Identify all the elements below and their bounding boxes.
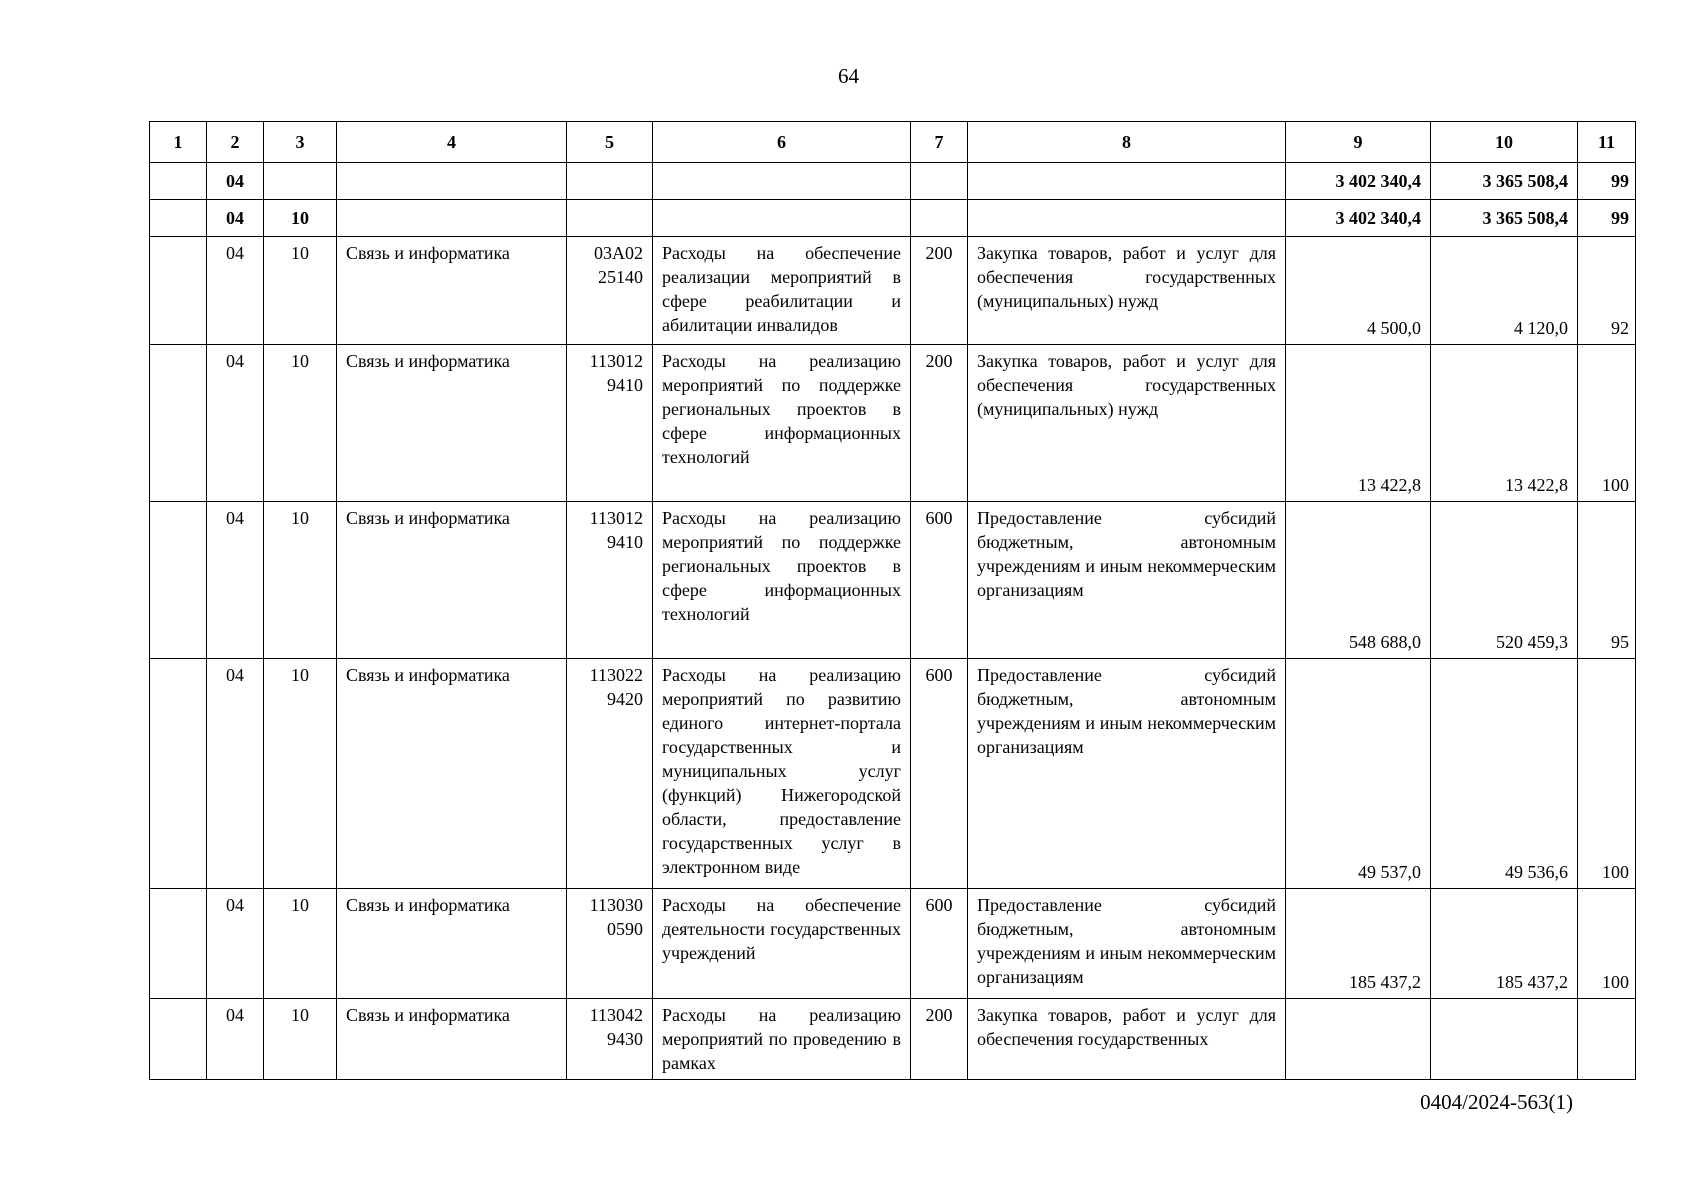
column-header: 5 [567,122,653,163]
cell [150,345,207,502]
document-code: 0404/2024-563(1) [1420,1090,1573,1114]
cell [150,200,207,237]
column-header: 2 [207,122,264,163]
column-header: 1 [150,122,207,163]
expense-type-code: 600 [911,502,968,659]
execution-percent: 99 [1578,163,1636,200]
cell [653,200,911,237]
execution-percent [1578,999,1636,1080]
actual-amount [1431,999,1578,1080]
actual-amount: 185 437,2 [1431,889,1578,999]
execution-percent: 92 [1578,237,1636,345]
table-row [150,659,1636,889]
expense-type-code: 600 [911,659,968,889]
cell [150,237,207,345]
target-article-code-line2: 9420 [607,689,643,709]
subsection-code [264,163,337,200]
cell [653,163,911,200]
expense-type-name: Предоставление субсидий бюджетным, автономным учреждениям и иным некоммерческим организациям [968,502,1286,659]
actual-amount: 520 459,3 [1431,502,1578,659]
section-code: 04 [207,200,264,237]
summary-row-section [150,163,1636,200]
subsection-code: 10 [264,659,337,889]
table-row [150,889,1636,999]
actual-amount: 13 422,8 [1431,345,1578,502]
section-name: Связь и информатика [337,237,567,345]
target-article-code-line2: 25140 [598,267,643,287]
expense-description: Расходы на реализацию мероприятий по проведению в рамках [653,999,911,1080]
column-header: 4 [337,122,567,163]
column-header: 10 [1431,122,1578,163]
expense-type-name: Предоставление субсидий бюджетным, автономным учреждениям и иным некоммерческим организациям [968,889,1286,999]
expense-type-code: 200 [911,237,968,345]
subsection-code: 10 [264,200,337,237]
target-article-code-line2: 9430 [607,1029,643,1049]
actual-amount: 4 120,0 [1431,237,1578,345]
subsection-code: 10 [264,889,337,999]
column-header: 6 [653,122,911,163]
target-article-code-line2: 9410 [607,532,643,552]
page-number: 64 [838,64,859,88]
actual-amount: 3 365 508,4 [1431,163,1578,200]
planned-amount: 49 537,0 [1286,659,1431,889]
column-header: 11 [1578,122,1636,163]
table-row [150,345,1636,502]
target-article-code-line2: 0590 [607,919,643,939]
cell [150,889,207,999]
section-name: Связь и информатика [337,502,567,659]
planned-amount: 3 402 340,4 [1286,200,1431,237]
execution-percent: 99 [1578,200,1636,237]
target-article-code [567,889,653,999]
target-article-code [567,659,653,889]
section-code: 04 [207,502,264,659]
target-article-code-line1: 113012 [589,508,643,528]
execution-percent: 100 [1578,889,1636,999]
budget-table [149,121,1636,1080]
expense-description: Расходы на обеспечение реализации мероприятий в сфере реабилитации и абилитации инвалидов [653,237,911,345]
expense-description: Расходы на реализацию мероприятий по развитию единого интернет-портала государственных и муниципальных услуг (функций) Нижегородской области, предоставление государственных услуг в электронном виде [653,659,911,889]
target-article-code-line1: 113042 [589,1005,643,1025]
target-article-code-line1: 113022 [589,665,643,685]
expense-type-code: 600 [911,889,968,999]
section-code: 04 [207,999,264,1080]
target-article-code-line1: 03А02 [594,243,643,263]
planned-amount: 185 437,2 [1286,889,1431,999]
target-article-code [567,502,653,659]
section-code: 04 [207,163,264,200]
table-row [150,237,1636,345]
planned-amount: 4 500,0 [1286,237,1431,345]
target-article-code-line2: 9410 [607,375,643,395]
cell [337,200,567,237]
section-code: 04 [207,237,264,345]
cell [911,200,968,237]
expense-description: Расходы на реализацию мероприятий по поддержке региональных проектов в сфере информационных технологий [653,345,911,502]
subsection-code: 10 [264,237,337,345]
execution-percent: 100 [1578,345,1636,502]
expense-type-code: 200 [911,999,968,1080]
table-row [150,502,1636,659]
table-header-row [150,122,1636,163]
subsection-code: 10 [264,999,337,1080]
column-header: 8 [968,122,1286,163]
section-name: Связь и информатика [337,999,567,1080]
planned-amount [1286,999,1431,1080]
column-header: 7 [911,122,968,163]
execution-percent: 95 [1578,502,1636,659]
expense-type-name: Закупка товаров, работ и услуг для обеспечения государственных (муниципальных) нужд [968,237,1286,345]
subsection-code: 10 [264,345,337,502]
column-header: 3 [264,122,337,163]
cell [150,659,207,889]
section-code: 04 [207,659,264,889]
expense-type-name: Предоставление субсидий бюджетным, автономным учреждениям и иным некоммерческим организациям [968,659,1286,889]
cell [150,999,207,1080]
expense-description: Расходы на реализацию мероприятий по поддержке региональных проектов в сфере информационных технологий [653,502,911,659]
cell [567,200,653,237]
cell [337,163,567,200]
cell [567,163,653,200]
section-name: Связь и информатика [337,345,567,502]
section-name: Связь и информатика [337,889,567,999]
expense-type-name: Закупка товаров, работ и услуг для обеспечения государственных (муниципальных) нужд [968,345,1286,502]
section-name: Связь и информатика [337,659,567,889]
planned-amount: 13 422,8 [1286,345,1431,502]
cell [911,163,968,200]
target-article-code [567,237,653,345]
cell [150,502,207,659]
subsection-code: 10 [264,502,337,659]
cell [968,200,1286,237]
cell [150,163,207,200]
target-article-code [567,999,653,1080]
actual-amount: 49 536,6 [1431,659,1578,889]
expense-description: Расходы на обеспечение деятельности государственных учреждений [653,889,911,999]
planned-amount: 548 688,0 [1286,502,1431,659]
section-code: 04 [207,889,264,999]
actual-amount: 3 365 508,4 [1431,200,1578,237]
table-row [150,999,1636,1080]
cell [968,163,1286,200]
section-code: 04 [207,345,264,502]
expense-type-code: 200 [911,345,968,502]
execution-percent: 100 [1578,659,1636,889]
column-header: 9 [1286,122,1431,163]
target-article-code [567,345,653,502]
summary-row-subsection [150,200,1636,237]
target-article-code-line1: 113030 [589,895,643,915]
expense-type-name: Закупка товаров, работ и услуг для обеспечения государственных [968,999,1286,1080]
planned-amount: 3 402 340,4 [1286,163,1431,200]
target-article-code-line1: 113012 [589,351,643,371]
